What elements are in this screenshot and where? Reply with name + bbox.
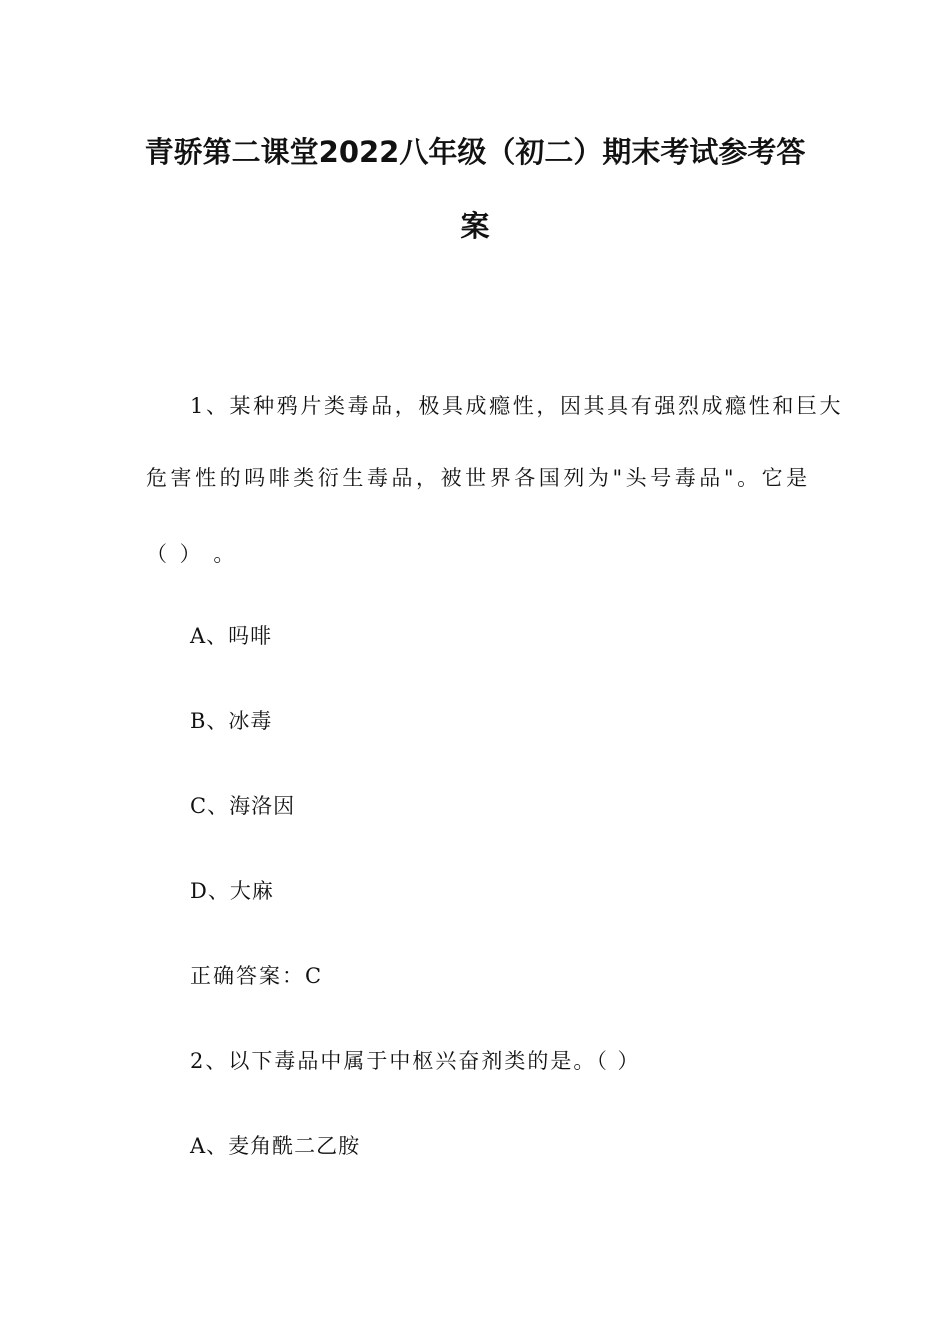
question-1-option-d: D、大麻 — [190, 879, 274, 903]
question-1-option-b: B、冰毒 — [190, 709, 273, 733]
question-1-option-a: A、吗啡 — [190, 624, 273, 648]
question-1-stem-line-2: 危害性的吗啡类衍生毒品，被世界各国列为"头号毒品"。它是 — [146, 466, 811, 490]
question-2-option-a: A、麦角酰二乙胺 — [190, 1134, 361, 1158]
question-1-stem-line-1: 1、某种鸦片类毒品，极具成瘾性，因其具有强烈成瘾性和巨大 — [190, 394, 844, 418]
document-title-line-1: 青骄第二课堂2022八年级（初二）期末考试参考答 — [144, 135, 806, 169]
document-title-line-2: 案 — [460, 209, 490, 243]
question-1-option-c: C、海洛因 — [190, 794, 296, 818]
question-1-stem-line-3: （ ） 。 — [146, 542, 238, 566]
question-1-answer: 正确答案：C — [190, 964, 324, 988]
question-2-stem-line-1: 2、以下毒品中属于中枢兴奋剂类的是。（ ） — [190, 1049, 641, 1073]
